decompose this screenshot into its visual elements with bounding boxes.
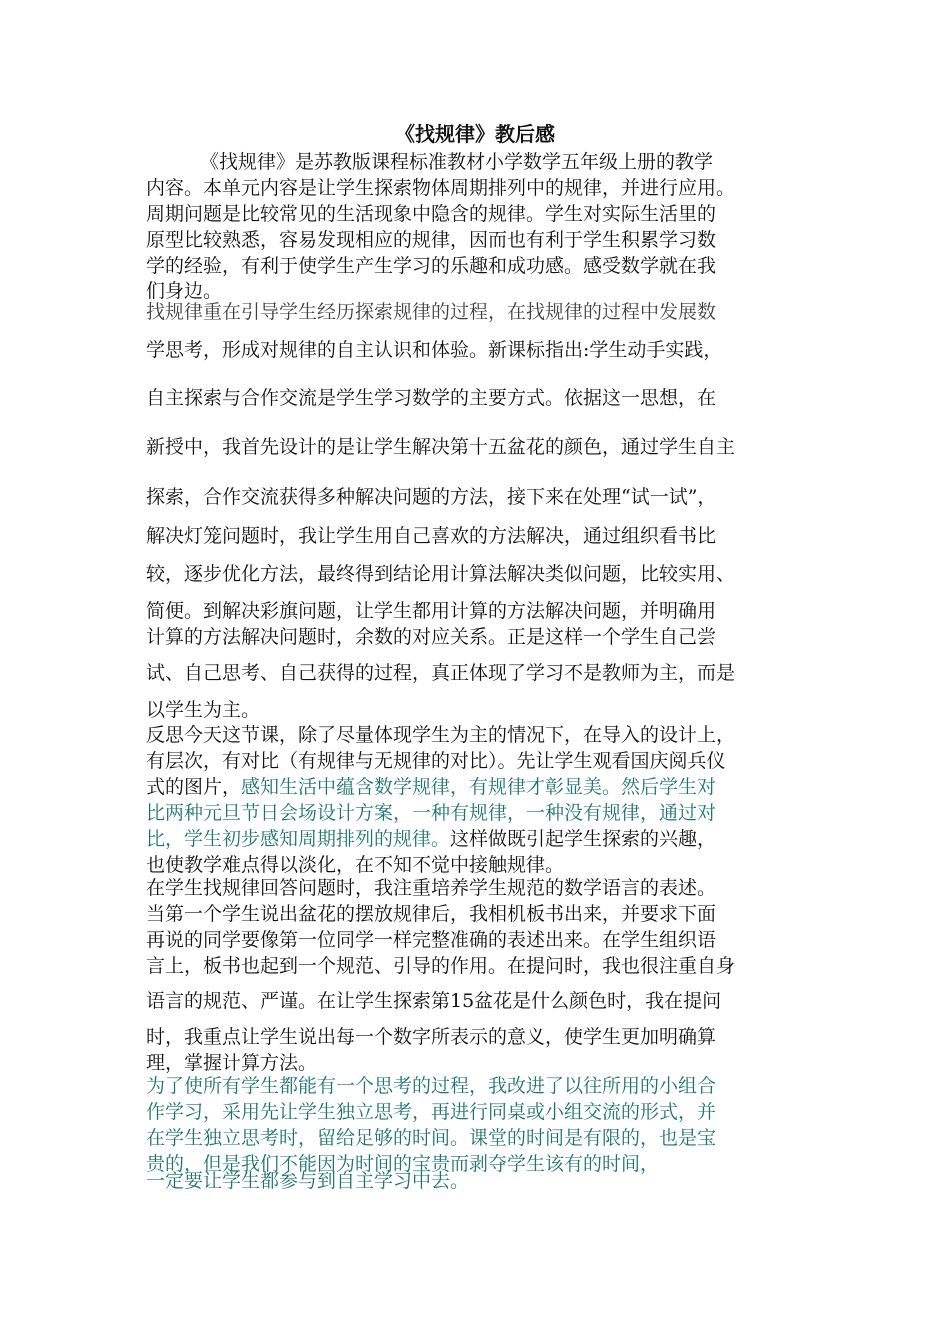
paragraph-line bbox=[146, 826, 716, 852]
paragraph-line: 计算的方法解决问题时，余数的对应关系。正是这样一个学生自己尝 bbox=[146, 626, 717, 648]
paragraph-line: 一定要让学生都参与到自主学习中去。 bbox=[146, 1170, 470, 1192]
paragraph-line: 较，逐步优化方法，最终得到结论用计算法解决类似问题，比较实用、 bbox=[146, 563, 736, 585]
paragraph-line: 也使教学难点得以淡化，在不知不觉中接触规律。 bbox=[146, 854, 565, 876]
paragraph-line: 反思今天这节课，除了尽量体现学生为主的情况下，在导入的设计上， bbox=[146, 724, 736, 746]
paragraph-line: 比两种元旦节日会场设计方案，一种有规律，一种没有规律，通过对 bbox=[146, 802, 717, 824]
paragraph-line: 找规律重在引导学生经历探索规律的过程，在找规律的过程中发展数 bbox=[146, 301, 717, 323]
paragraph-line: 内容。本单元内容是让学生探索物体周期排列中的规律，并进行应用。 bbox=[146, 177, 736, 199]
paragraph-line: 试、自己思考、自己获得的过程，真正体现了学习不是教师为主，而是 bbox=[146, 662, 736, 684]
paragraph-line: 语言的规范、严谨。在让学生探索第15盆花是什么颜色时，我在提问 bbox=[146, 990, 722, 1012]
document-title: 《找规律》教后感 bbox=[395, 122, 555, 146]
paragraph-line: 言上，板书也起到一个规范、引导的作用。在提问时，我也很注重自身 bbox=[146, 955, 736, 977]
paragraph-line: 以学生为主。 bbox=[146, 699, 261, 721]
paragraph-line: 当第一个学生说出盆花的摆放规律后，我相机板书出来，并要求下面 bbox=[146, 903, 717, 925]
paragraph-line: 周期问题是比较常见的生活现象中隐含的规律。学生对实际生活里的 bbox=[146, 203, 717, 225]
paragraph-line: 探索，合作交流获得多种解决问题的方法，接下来在处理“试一试”， bbox=[146, 486, 717, 508]
paragraph-line: 学的经验，有利于使学生产生学习的乐趣和成功感。感受数学就在我 bbox=[146, 255, 717, 277]
paragraph-line: 在学生独立思考时，留给足够的时间。课堂的时间是有限的，也是宝 bbox=[146, 1127, 717, 1149]
paragraph-line: 们身边。 bbox=[146, 280, 223, 302]
paragraph-line: 再说的同学要像第一位同学一样完整准确的表述出来。在学生组织语 bbox=[146, 929, 717, 951]
paragraph-line: 学思考，形成对规律的自主认识和体验。新课标指出:学生动手实践， bbox=[146, 339, 723, 361]
paragraph-line: 理，掌握计算方法。 bbox=[146, 1052, 318, 1074]
paragraph-line: 解决灯笼问题时，我让学生用自己喜欢的方法解决，通过组织看书比 bbox=[146, 525, 717, 547]
paragraph-segment: 这样做既引起学生探索的兴趣， bbox=[450, 828, 717, 850]
paragraph-line: 新授中，我首先设计的是让学生解决第十五盆花的颜色，通过学生自主 bbox=[146, 436, 736, 458]
paragraph-line: 《找规律》是苏教版课程标准教材小学数学五年级上册的教学 bbox=[200, 151, 714, 173]
paragraph-line: 自主探索与合作交流是学生学习数学的主要方式。依据这一思想，在 bbox=[146, 387, 717, 409]
highlighted-segment: 感知生活中蕴含数学规律，有规律才彰显美。然后学生对 bbox=[241, 776, 717, 798]
paragraph-line bbox=[146, 774, 716, 800]
paragraph-line: 原型比较熟悉，容易发现相应的规律，因而也有利于学生积累学习数 bbox=[146, 229, 717, 251]
paragraph-line: 在学生找规律回答问题时，我注重培养学生规范的数学语言的表述。 bbox=[146, 877, 717, 899]
paragraph-line: 有层次，有对比（有规律与无规律的对比）。先让学生观看国庆阅兵仪 bbox=[146, 750, 726, 772]
highlighted-segment: 比，学生初步感知周期排列的规律。 bbox=[146, 828, 451, 850]
paragraph-line: 为了使所有学生都能有一个思考的过程，我改进了以往所用的小组合 bbox=[146, 1075, 717, 1097]
paragraph-segment: 式的图片， bbox=[146, 776, 242, 798]
paragraph-line: 贵的，但是我们不能因为时间的宝贵而剥夺学生该有的时间， bbox=[146, 1153, 660, 1175]
paragraph-line: 作学习，采用先让学生独立思考，再进行同桌或小组交流的形式，并 bbox=[146, 1101, 717, 1123]
paragraph-line: 时，我重点让学生说出每一个数字所表示的意义，使学生更加明确算 bbox=[146, 1026, 717, 1048]
paragraph-line: 简便。到解决彩旗问题，让学生都用计算的方法解决问题，并明确用 bbox=[146, 600, 717, 622]
